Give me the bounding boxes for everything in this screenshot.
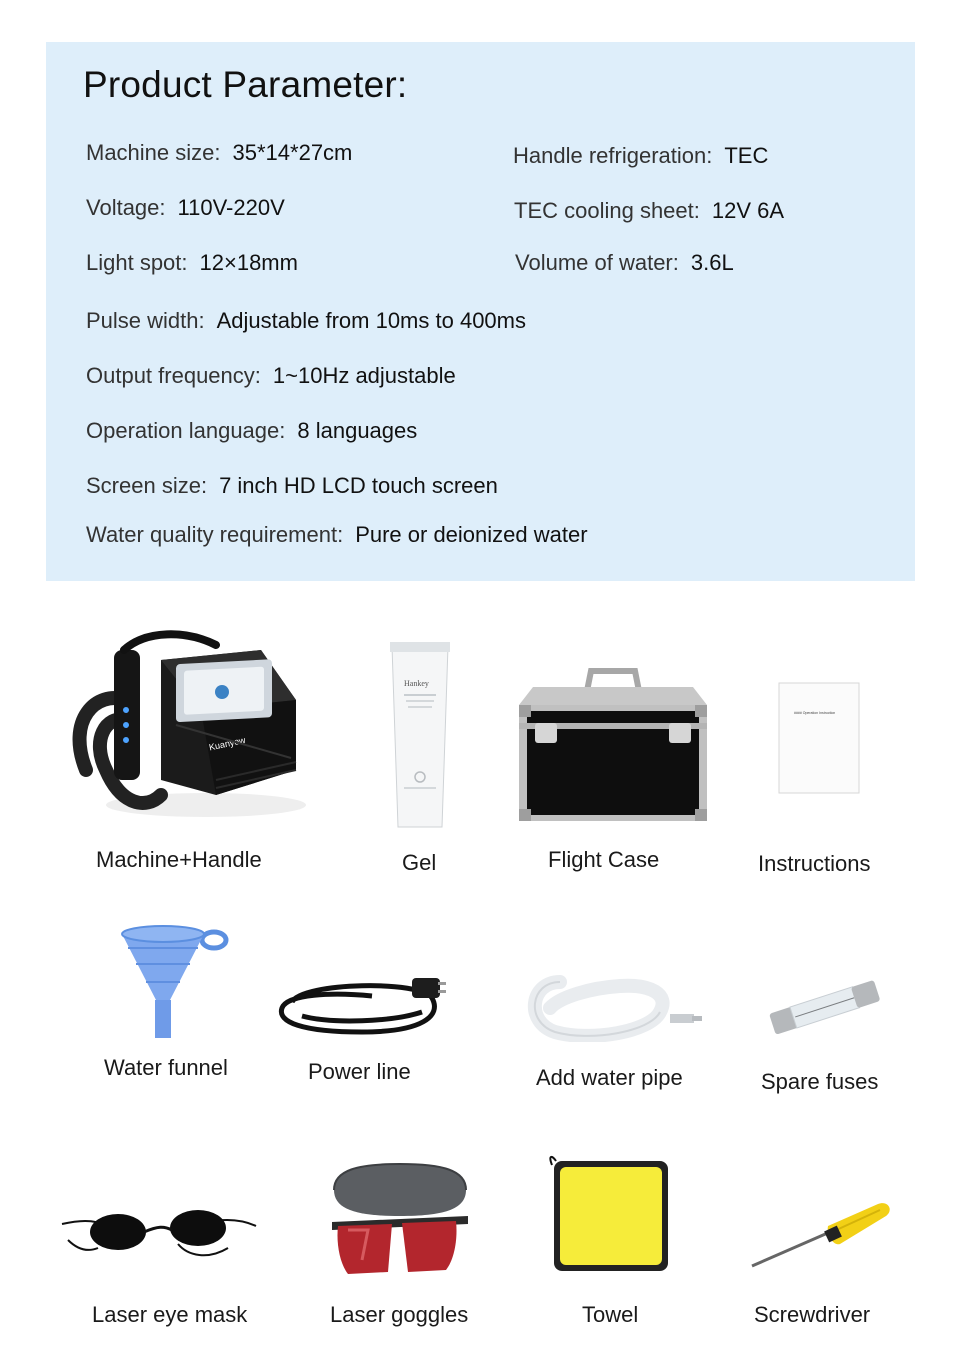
param-value: Adjustable from 10ms to 400ms — [216, 308, 526, 333]
param-label: Handle refrigeration: — [513, 143, 713, 168]
caption-instructions: Instructions — [758, 851, 871, 876]
caption-screwdriver: Screwdriver — [754, 1302, 871, 1327]
power-line-image — [272, 972, 457, 1044]
water-funnel-image — [118, 922, 230, 1042]
gel-tube-image — [390, 642, 450, 837]
caption-laser-eye-mask: Laser eye mask — [92, 1302, 248, 1327]
param-label: Screen size: — [86, 473, 208, 498]
param-light-spot — [86, 250, 298, 276]
param-label: Operation language: — [86, 418, 286, 443]
param-label: Water quality requirement: — [86, 522, 344, 547]
param-label: Voltage: — [86, 195, 166, 220]
instructions-heading-text: #### Operation Instruction — [794, 711, 836, 715]
caption-spare-fuses: Spare fuses — [761, 1069, 879, 1094]
param-label: Output frequency: — [86, 363, 261, 388]
caption-towel: Towel — [582, 1302, 639, 1327]
caption-laser-goggles: Laser goggles — [330, 1302, 469, 1327]
param-value: 1~10Hz adjustable — [272, 363, 456, 388]
param-label: Volume of water: — [515, 250, 679, 275]
param-label: Machine size: — [86, 140, 221, 165]
param-value: Pure or deionized water — [355, 522, 588, 547]
param-value: 110V-220V — [177, 195, 285, 220]
param-screen-size — [86, 473, 498, 499]
spare-fuses-image — [762, 972, 890, 1044]
screwdriver-image — [748, 1196, 893, 1272]
gel-brand-text: Hankey — [404, 679, 429, 688]
towel-image — [548, 1155, 672, 1275]
machine-handle-image — [66, 630, 306, 830]
param-label: TEC cooling sheet: — [514, 198, 700, 223]
caption-power-line: Power line — [308, 1059, 411, 1084]
param-tec-cooling-sheet — [514, 198, 784, 224]
param-value: 7 inch HD LCD touch screen — [219, 473, 498, 498]
caption-machine-handle: Machine+Handle — [96, 847, 262, 872]
param-value: 35*14*27cm — [232, 140, 353, 165]
machine-brand-text: Kuanyew — [208, 734, 247, 753]
page-title: Product Parameter: — [83, 64, 408, 105]
flight-case-image — [515, 665, 711, 825]
param-label: Light spot: — [86, 250, 188, 275]
add-water-pipe-image — [520, 972, 705, 1042]
parameter-panel — [46, 42, 915, 581]
param-label: Pulse width: — [86, 308, 205, 333]
caption-gel: Gel — [402, 850, 437, 875]
param-value: TEC — [724, 143, 769, 168]
param-water-quality — [86, 522, 588, 548]
param-output-frequency — [86, 363, 456, 389]
caption-flight-case: Flight Case — [548, 847, 660, 872]
param-value: 8 languages — [297, 418, 418, 443]
param-value: 3.6L — [690, 250, 734, 275]
caption-add-water-pipe: Add water pipe — [536, 1065, 683, 1090]
param-operation-language — [86, 418, 417, 444]
laser-eye-mask-image — [58, 1200, 258, 1270]
param-voltage — [86, 195, 285, 221]
laser-goggles-image — [328, 1160, 473, 1280]
param-value: 12V 6A — [711, 198, 785, 223]
param-pulse-width — [86, 308, 526, 334]
instructions-booklet-image — [778, 682, 862, 796]
param-value: 12×18mm — [199, 250, 298, 275]
param-machine-size — [86, 140, 352, 166]
param-volume-of-water — [515, 250, 734, 276]
caption-water-funnel: Water funnel — [104, 1055, 228, 1080]
param-handle-refrigeration — [513, 143, 768, 169]
